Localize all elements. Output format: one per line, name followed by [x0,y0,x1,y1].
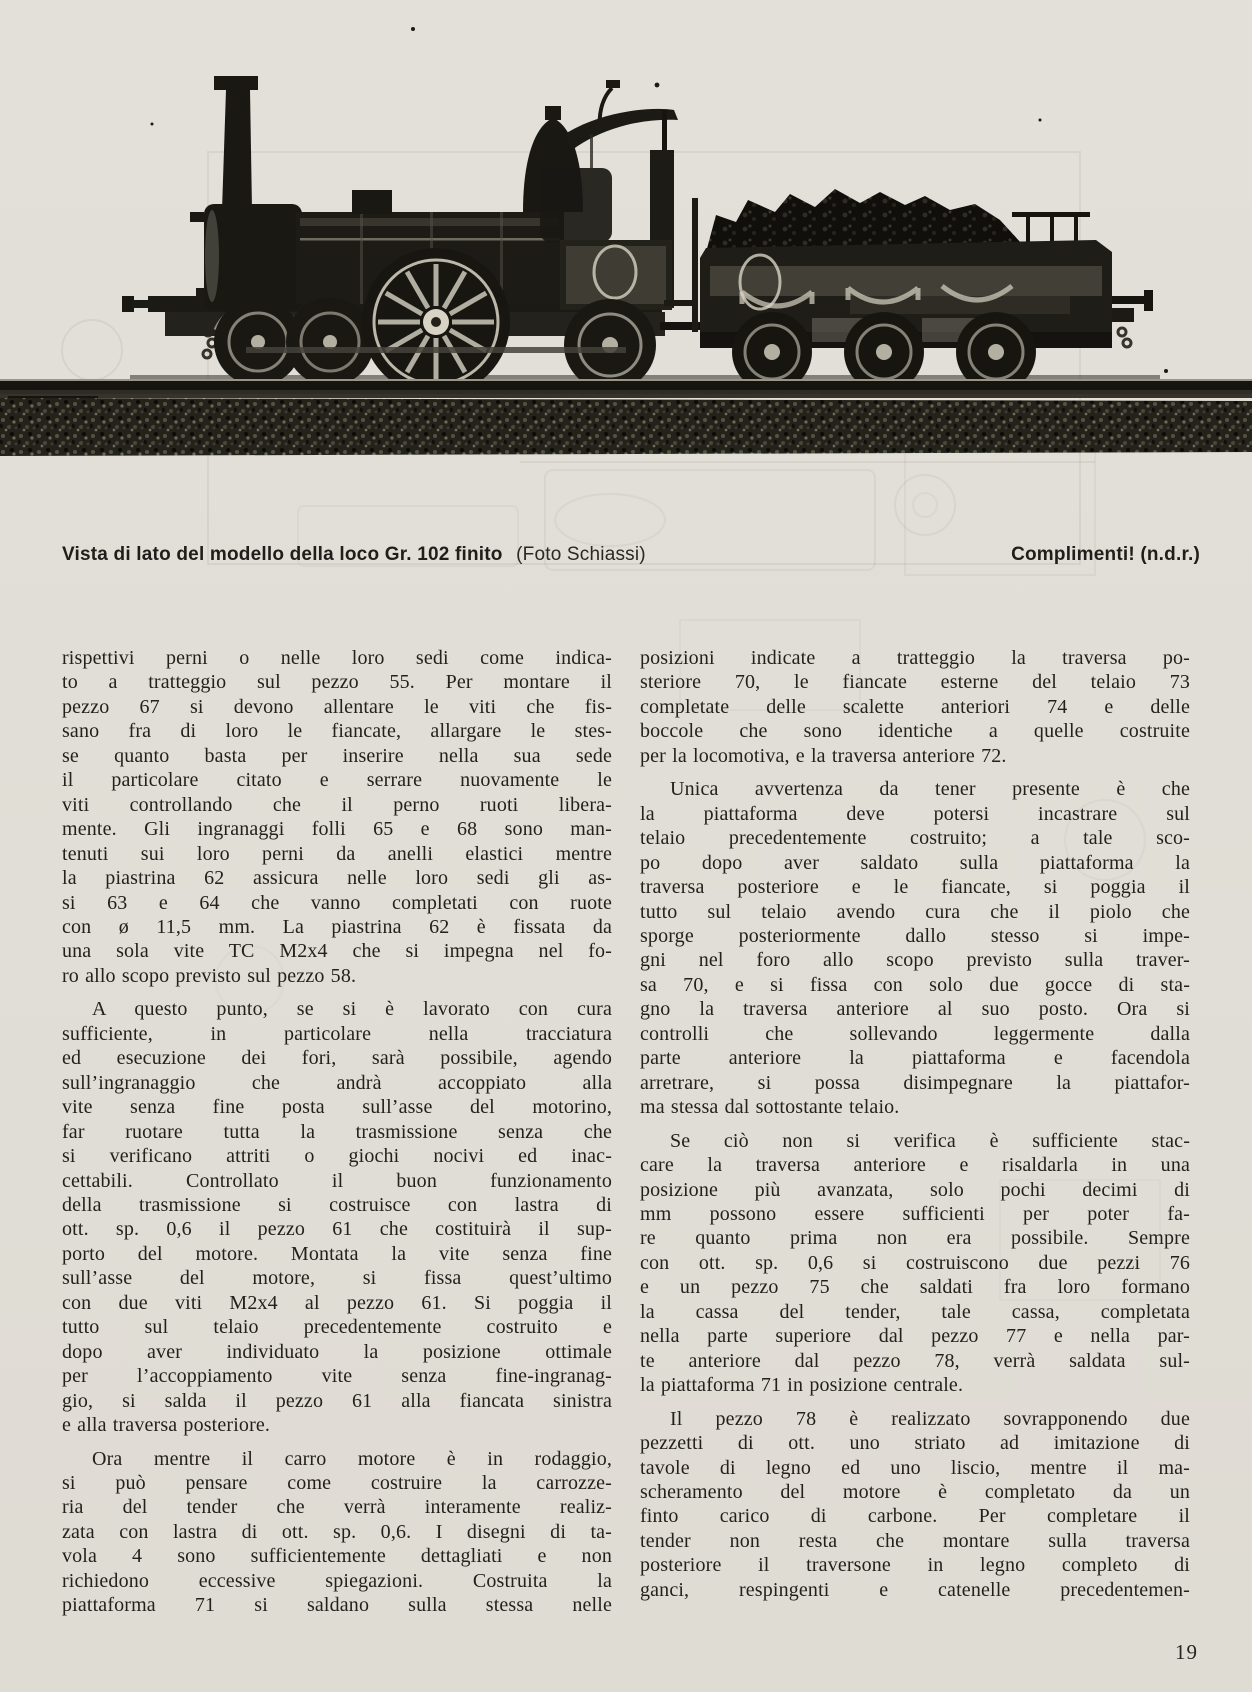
text-line: finto carico di carbone. Per completare il [640,1505,1190,1528]
text-line: completate delle scalette anteriori 74 e delle [640,695,1190,718]
paragraph [640,1129,1190,1398]
text-line: Unica avvertenza da tener presente è che [670,778,1190,801]
text-line: la piattaforma 71 in posizione centrale. [640,1374,964,1397]
text-line: con ø 11,5 mm. La piastrina 62 è fissata da [62,915,612,938]
right-column [640,646,1190,1618]
text-line: se quanto basta per inserire nella sua sede [62,744,612,767]
paragraph [640,777,1190,1119]
text-line: ed esecuzione dei fori, sarà possibile, agendo [62,1047,612,1070]
text-line: porto del motore. Montata la vite senza fine [62,1242,612,1265]
text-line: vite senza fine posta sull’asse del motorino, [62,1096,612,1119]
editor-note: Complimenti! (n.d.r.) [1011,544,1200,565]
text-line: il particolare citato e serrare nuovamente le [62,769,612,792]
text-line: to a tratteggio sul pezzo 55. Per montare il [62,671,612,694]
locomotive [122,76,678,396]
text-line: tenuti sui loro perni da anelli elastici mentre [62,842,612,865]
text-line: della trasmissione si costruisce con lastra di [62,1193,612,1216]
text-line: tutto sul telaio precedentemente costruito e [62,1316,612,1339]
text-line: e alla traversa posteriore. [62,1414,271,1437]
text-line: dopo aver individuato la posizione ottimale [62,1340,612,1363]
text-line: arretrare, si possa disimpegnare la piattafor- [640,1071,1190,1094]
left-column [62,646,612,1618]
text-line: gni nel foro allo scopo previsto sulla traver- [640,949,1190,972]
text-line: zata con lastra di ott. sp. 0,6. I disegni di ta- [62,1520,612,1543]
text-line: ma stessa dal sottostante telaio. [640,1096,900,1119]
text-line: Se ciò non si verifica è sufficiente stac- [670,1129,1190,1152]
photo-caption [62,544,646,566]
text-line: per l’accoppiamento vite senza fine-ingranag- [62,1365,612,1388]
text-line: e un pezzo 75 che saldati fra loro formano [640,1276,1190,1299]
page-number: 19 [1175,1640,1198,1664]
text-line: gno la traversa anteriore al suo posto. Ora si [640,998,1190,1021]
text-line: piattaforma 71 si saldano sulla stessa nelle [62,1594,612,1617]
text-line: tutto sul telaio avendo cura che il piolo che [640,900,1190,923]
paragraph [640,1407,1190,1603]
text-line: cettabili. Controllato il buon funzionamento [62,1169,612,1192]
text-line: posteriore il traversone in legno completo di [640,1554,1190,1577]
trailing-wheel [564,299,656,391]
paragraph [62,646,612,988]
driving-wheel [362,248,510,396]
caption-text: Vista di lato del modello della loco Gr. 102 finito [62,544,503,565]
text-line: controlli che sollevando leggermente dalla [640,1022,1190,1045]
text-line: boccole che sono identiche a quelle costruite [640,720,1190,743]
text-line: tender non resta che montare sulla traversa [640,1529,1190,1552]
text-line: la piastrina 62 assicura nelle loro sedi gli as- [62,867,612,890]
text-line: viti controllando che il perno ruoti libera- [62,793,612,816]
tender [692,189,1153,392]
text-line: ganci, respingenti e catenelle precedentemen- [640,1578,1190,1601]
text-line: posizione più avanzata, solo pochi decimi di [640,1178,1190,1201]
text-line: vola 4 sono sufficientemente dettagliati e non [62,1545,612,1568]
text-line: per la locomotiva, e la traversa anteriore 72. [640,744,1007,767]
text-line: scheramento del motore è completato da un [640,1480,1190,1503]
text-line: sull’ingranaggio che andrà accoppiato alla [62,1071,612,1094]
text-line: la cassa del tender, tale cassa, completata [640,1300,1190,1323]
text-line: mente. Gli ingranaggi folli 65 e 68 sono man- [62,818,612,841]
track [0,379,1252,456]
article-body [62,646,1190,1618]
caption-row [62,544,1200,566]
locomotive-photo [0,0,1252,458]
text-line: telaio precedentemente costruito; a tale sco- [640,827,1190,850]
text-line: Ora mentre il carro motore è in rodaggio, [92,1447,612,1470]
text-line: sa 70, e si fissa con solo due gocce di sta- [640,973,1190,996]
text-line: parte anteriore la piattaforma e facendola [640,1047,1190,1070]
caption-credit: (Foto Schiassi) [516,544,646,565]
text-line: si 63 e 64 che vanno completati con ruote [62,891,612,914]
text-line: sull’asse del motore, si fissa quest’ultimo [62,1267,612,1290]
paragraph [62,1447,612,1618]
text-line: ott. sp. 0,6 il pezzo 61 che costituirà il sup- [62,1218,612,1241]
text-line: si può pensare come costruire la carrozze- [62,1471,612,1494]
text-line: si verificano attriti o giochi nocivi ed inac- [62,1145,612,1168]
paragraph [62,997,612,1437]
text-line: pezzo 67 si devono allentare le viti che fis- [62,695,612,718]
text-line: steriore 70, le fiancate esterne del telaio 73 [640,671,1190,694]
text-line: rispettivi perni o nelle loro sedi come indica- [62,647,612,669]
text-line: Il pezzo 78 è realizzato sovrapponendo due [670,1407,1190,1430]
text-line: ria del tender che verrà interamente realiz- [62,1496,612,1519]
text-line: posizioni indicate a tratteggio la traversa po- [640,647,1190,669]
text-line: ro allo scopo previsto sul pezzo 58. [62,964,357,987]
text-line: pezzetti di ott. uno striato ad imitazione di [640,1432,1190,1455]
text-line: nella parte superiore dal pezzo 77 e nella par- [640,1325,1190,1348]
text-line: la piattaforma deve potersi incastrare sul [640,802,1190,825]
text-line: gio, si salda il pezzo 61 alla fiancata sinistra [62,1389,612,1412]
text-line: care la traversa anteriore e risaldarla in una [640,1154,1190,1177]
text-line: te anteriore dal pezzo 78, verrà saldata sul- [640,1349,1190,1372]
text-line: una sola vite TC M2x4 che si impegna nel fo- [62,940,612,963]
text-line: re quanto prima non era possibile. Sempre [640,1227,1190,1250]
text-line: con due viti M2x4 al pezzo 61. Si poggia il [62,1291,612,1314]
text-line: sufficiente, in particolare nella tracciatura [62,1022,612,1045]
text-line: sporge posteriormente dallo stesso si impe- [640,924,1190,947]
text-line: far ruotare tutta la trasmissione senza che [62,1120,612,1143]
text-line: traversa posteriore e le fiancate, si poggia il [640,876,1190,899]
text-line: con ott. sp. 0,6 si costruiscono due pezzi 76 [640,1251,1190,1274]
text-line: tavole di legno ed uno liscio, mentre il ma- [640,1456,1190,1479]
text-line: A questo punto, se si è lavorato con cura [92,998,612,1021]
paragraph [640,646,1190,768]
text-line: po dopo aver saldato sulla piattaforma la [640,851,1190,874]
text-line: richiedono eccessive spiegazioni. Costruita la [62,1569,612,1592]
text-line: mm possono essere sufficienti per poter fa- [640,1202,1190,1225]
text-line: sano fra di loro le fiancate, allargare le stes- [62,720,612,743]
